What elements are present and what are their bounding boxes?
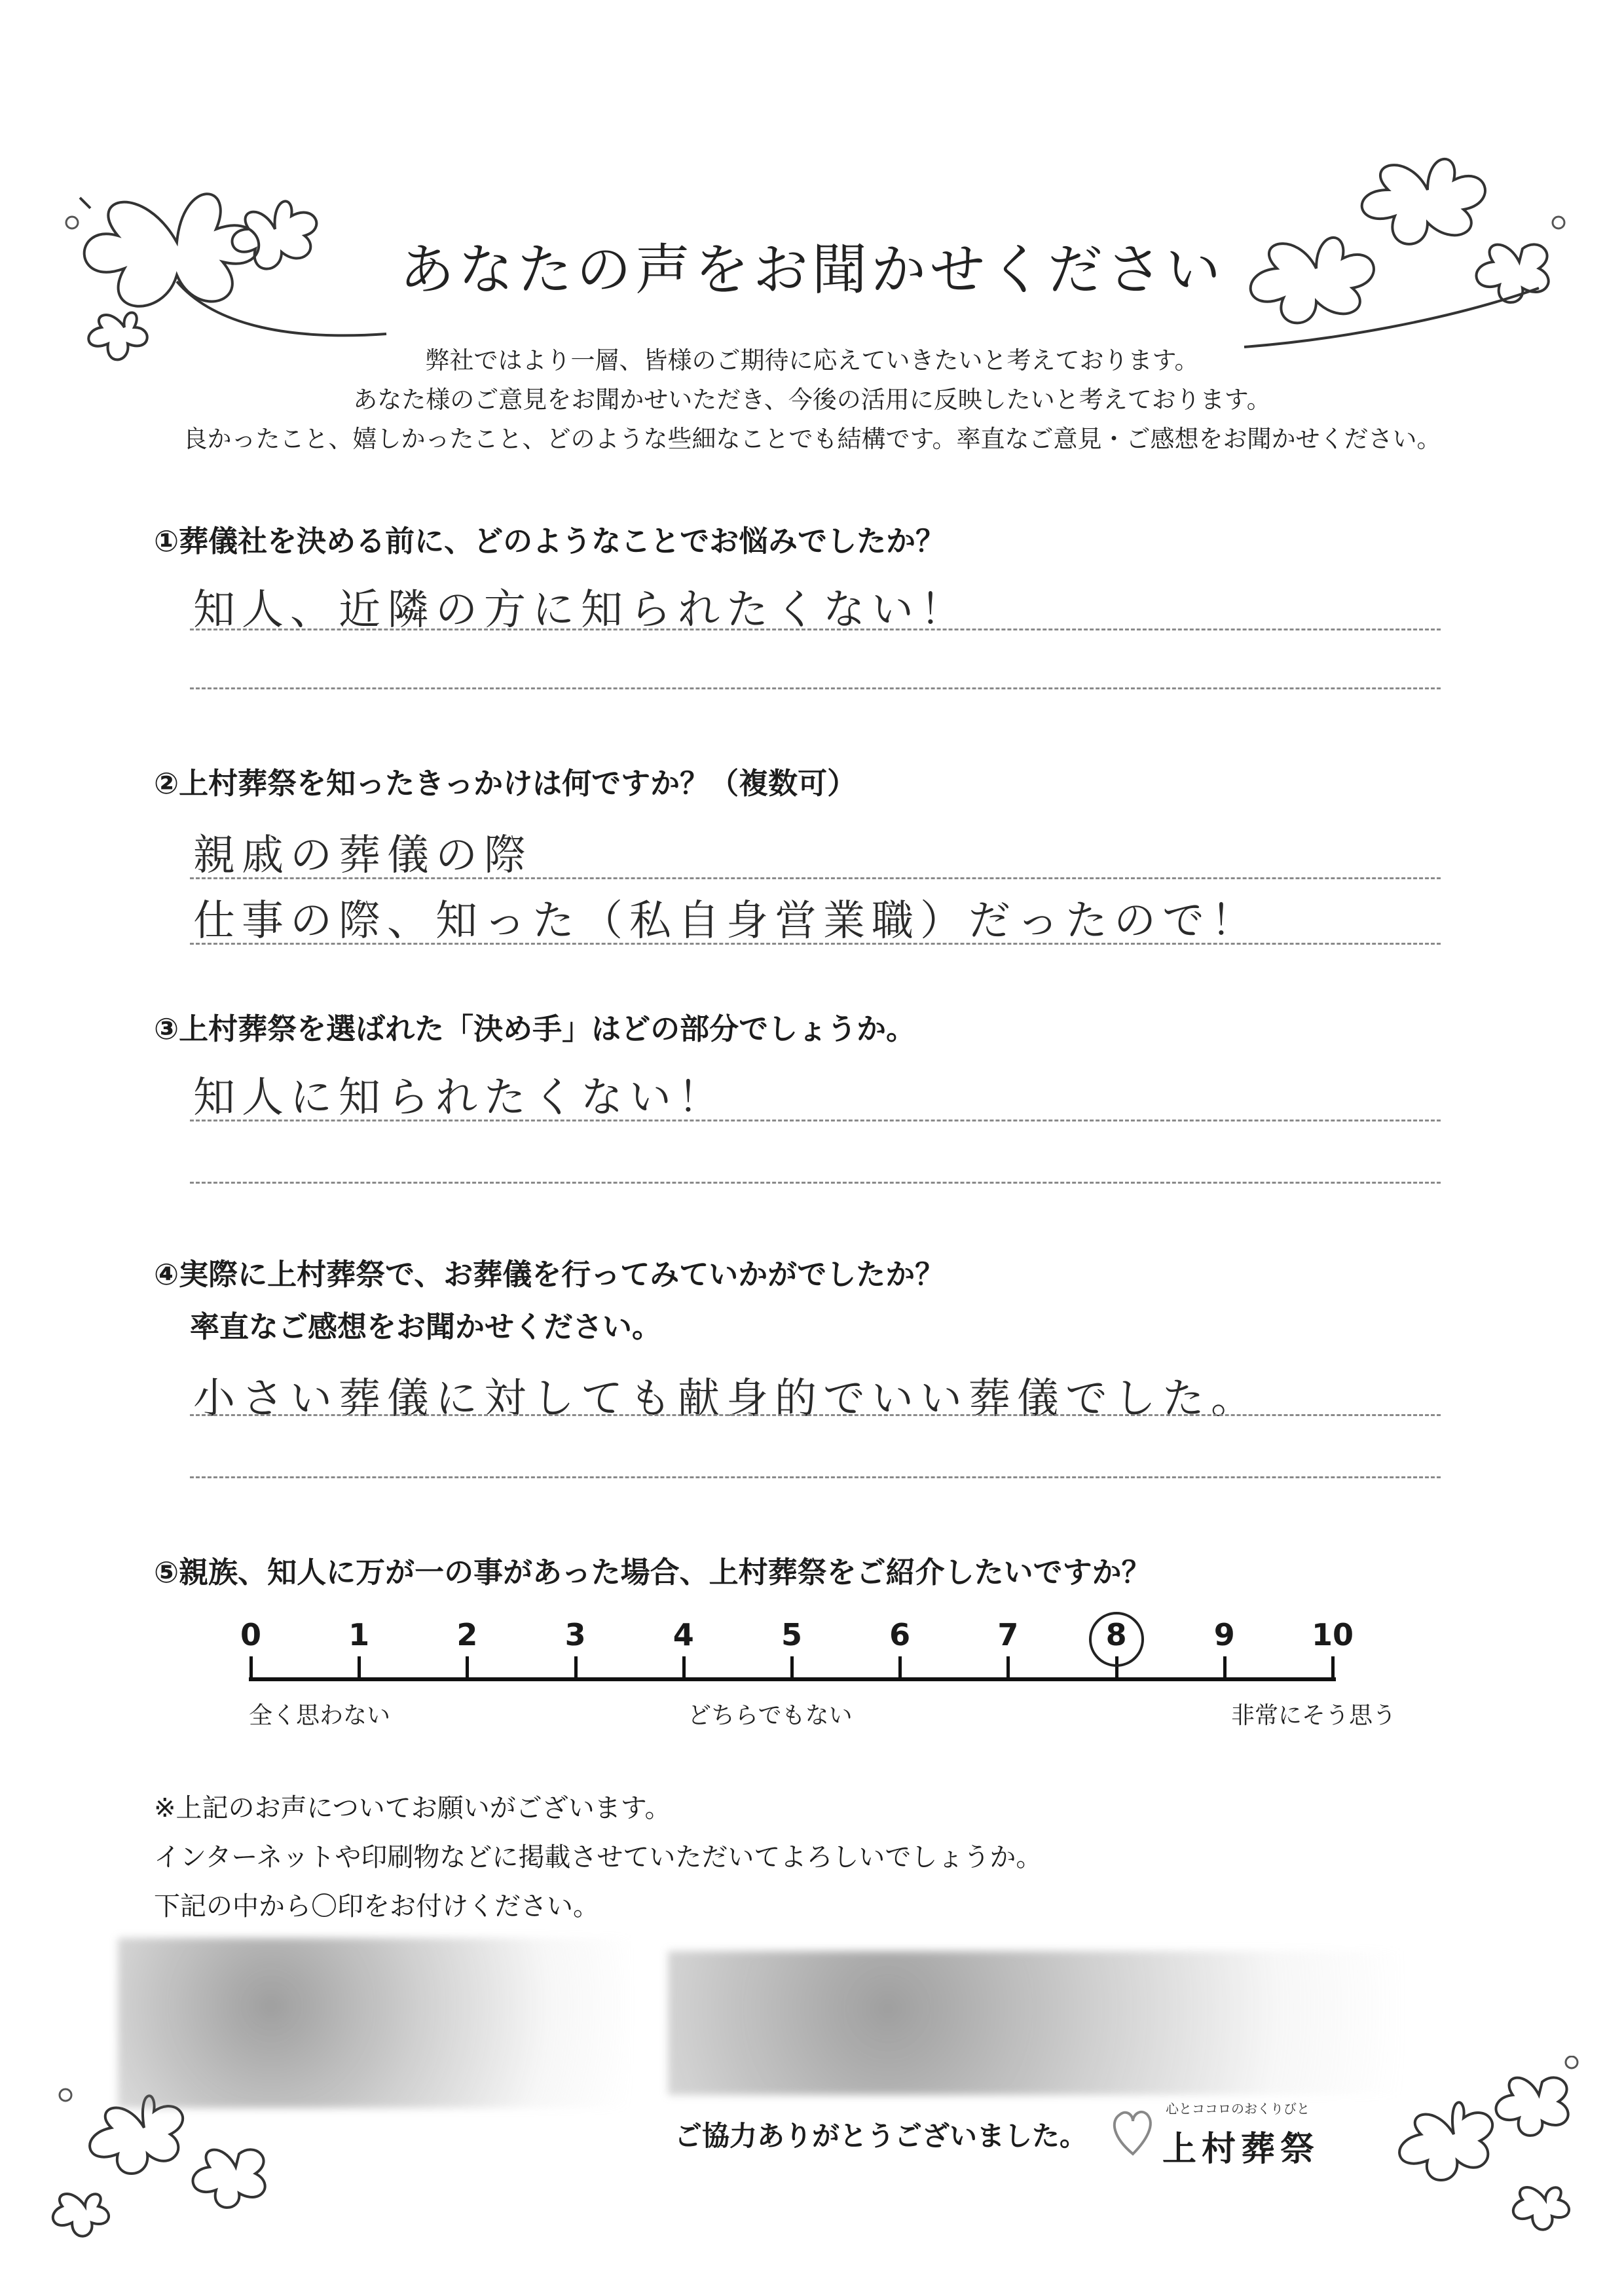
question-3: ③上村葬祭を選ばれた「決め手」はどの部分でしょうか。: [154, 1011, 916, 1046]
scale-tick: [790, 1656, 794, 1679]
answer-rule: [190, 629, 1441, 630]
question-4-subline: 率直なご感想をお聞かせください。: [190, 1309, 662, 1344]
answer-rule: [190, 1120, 1441, 1121]
scale-tick: [574, 1656, 578, 1679]
brand-name: 上村葬祭: [1162, 2130, 1320, 2169]
scale-tick-label: 9: [1213, 1617, 1235, 1652]
scale-tick: [682, 1656, 686, 1679]
scale-tick: [898, 1656, 902, 1679]
scale-high-label: 非常にそう思う: [1231, 1702, 1397, 1729]
answer-4-handwriting: 小さい葬儀に対しても献身的でいい葬儀でした。: [193, 1375, 1259, 1423]
scale-tick: [1331, 1656, 1335, 1679]
scale-low-label: 全く思わない: [249, 1702, 391, 1729]
brand-tagline: 心とココロのおくりびと: [1166, 2101, 1310, 2117]
answer-rule: [190, 877, 1441, 879]
question-1: ①葬儀社を決める前に、どのようなことでお悩みでしたか？: [154, 524, 946, 558]
answer-rule: [190, 1182, 1441, 1184]
answer-3-handwriting: 知人に知られたくない！: [193, 1074, 726, 1122]
scale-tick: [358, 1656, 361, 1679]
answer-2-handwriting-line-2: 仕事の際、知った（私自身営業職）だったので！: [193, 897, 1259, 945]
page-title: あなたの声をお聞かせください: [399, 238, 1225, 302]
redacted-area-left: [118, 1938, 629, 2108]
note-line-1: ※上記のお声についてお願いがございます。: [154, 1793, 671, 1823]
answer-rule: [190, 943, 1441, 945]
question-4: ④実際に上村葬祭で、お葬儀を行ってみていかがでしたか？: [154, 1257, 945, 1292]
scale-mid-label: どちらでもない: [688, 1702, 853, 1729]
intro-line-2: あなた様のご意見をお聞かせいただき、今後の活用に反映したいと考えております。: [353, 386, 1271, 414]
scale-tick-label: 7: [997, 1617, 1019, 1652]
scale-tick-label: 10: [1311, 1617, 1354, 1652]
scale-tick-label: 2: [456, 1617, 478, 1652]
intro-line-3: 良かったこと、嬉しかったこと、どのような些細なことでも結構です。率直なご意見・ご感想をお聞かせください。: [183, 425, 1441, 453]
scale-tick-label: 0: [240, 1617, 261, 1652]
scale-tick: [249, 1656, 253, 1679]
scale-tick: [1006, 1656, 1010, 1679]
answer-2-handwriting-line-1: 親戚の葬儀の際: [193, 831, 532, 880]
scale-tick-label: 5: [781, 1617, 802, 1652]
scale-tick-label: 6: [889, 1617, 911, 1652]
question-5: ⑤親族、知人に万が一の事があった場合、上村葬祭をご紹介したいですか？: [154, 1555, 1151, 1590]
selected-rating-circle: [1089, 1612, 1144, 1667]
answer-rule: [190, 1476, 1441, 1478]
redacted-area-right: [668, 1951, 1401, 2095]
answer-rule: [190, 687, 1441, 689]
note-line-3: 下記の中から〇印をお付けください。: [154, 1891, 599, 1922]
scale-tick: [466, 1656, 469, 1679]
scale-tick-label: 1: [348, 1617, 370, 1652]
scale-tick-label: 3: [564, 1617, 586, 1652]
brand-heart-logo: [1107, 2102, 1159, 2160]
thanks-message: ご協力ありがとうございました。: [674, 2120, 1088, 2152]
answer-rule: [190, 1414, 1441, 1416]
scale-tick-label: 4: [673, 1617, 694, 1652]
note-line-2: インターネットや印刷物などに掲載させていただいてよろしいでしょうか。: [154, 1842, 1043, 1872]
answer-1-handwriting: 知人、近隣の方に知られたくない！: [193, 586, 969, 634]
intro-line-1: 弊社ではより一層、皆様のご期待に応えていきたいと考えております。: [425, 346, 1199, 374]
question-2: ②上村葬祭を知ったきっかけは何ですか？（複数可）: [154, 766, 857, 801]
scale-tick-label: 8: [1105, 1617, 1127, 1652]
scale-tick: [1223, 1656, 1227, 1679]
